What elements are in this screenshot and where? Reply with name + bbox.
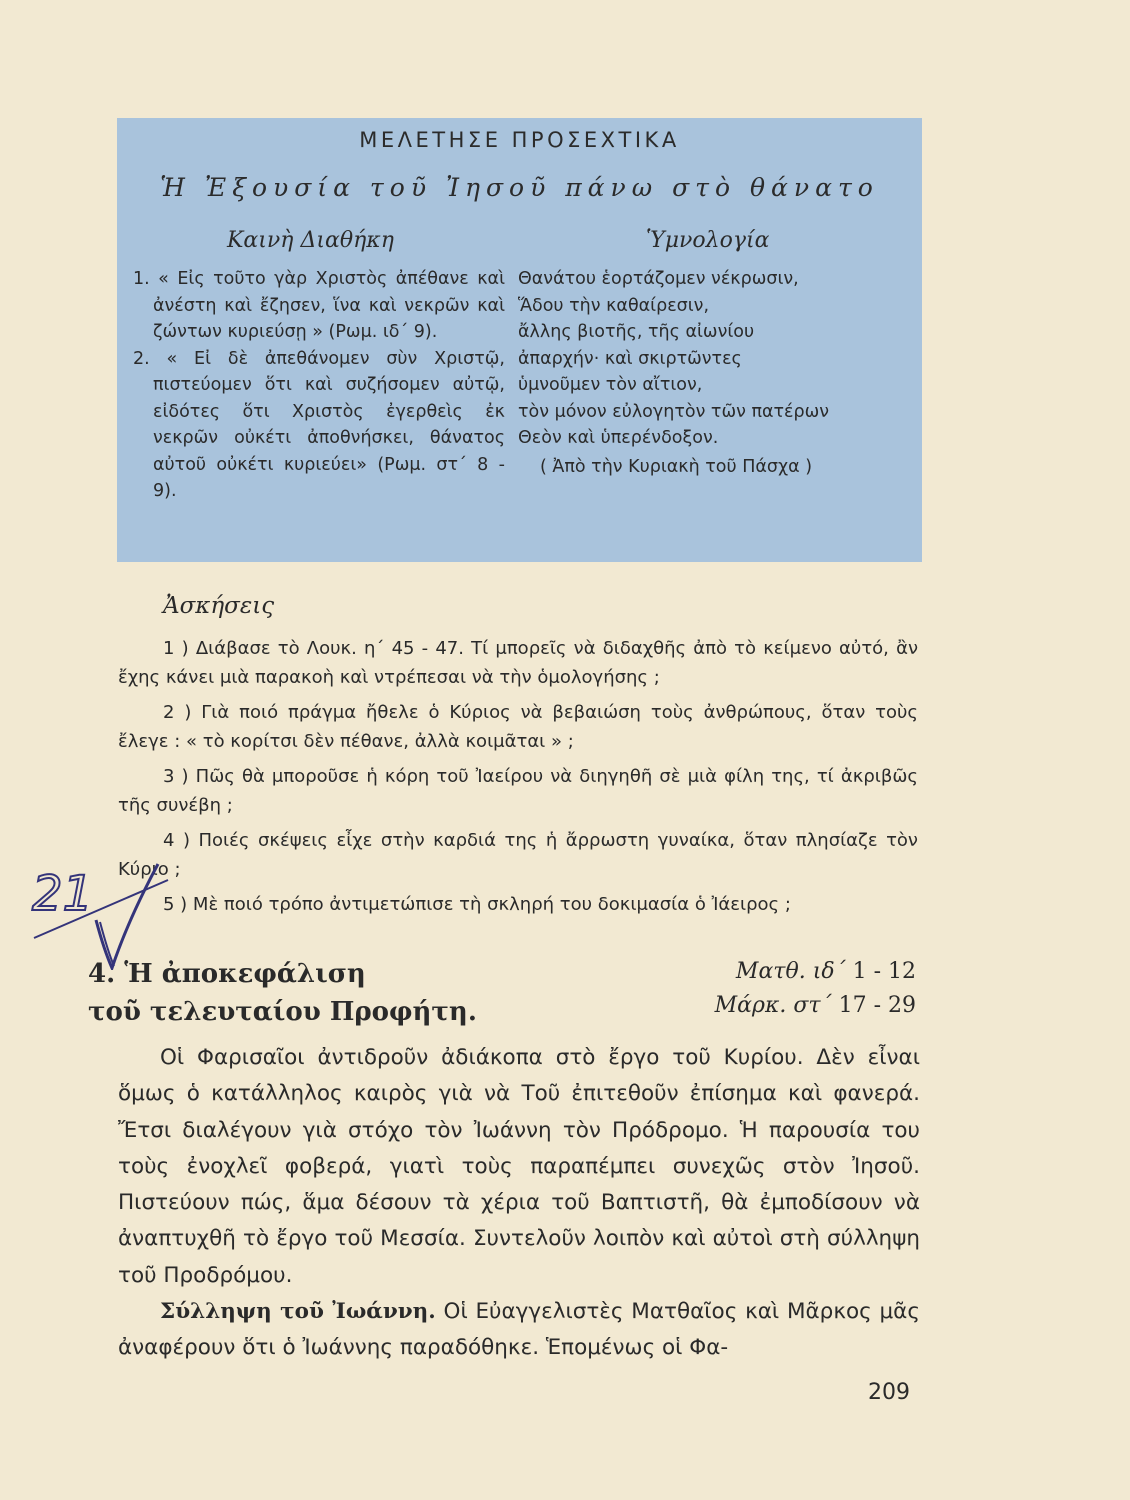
scripture-quote: 2. « Εἰ δὲ ἀπεθάνομεν σὺν Χριστῷ, πιστεύομεν ὅτι καὶ συζήσομεν αὐτῷ, εἰδότες ὅτι Χριστὸς ἐγερθεὶς ἐκ νεκρῶν οὐκέτι ἀποθνήσκει, θάνατος αὐτοῦ οὐκέτι κυριεύει» (Ρωμ. στ΄ 8 - 9).: [133, 348, 505, 501]
hymnology-heading: Ὑμνολογία: [646, 228, 770, 253]
page-number: 209: [868, 1380, 910, 1405]
hymn-column: [518, 266, 928, 480]
exercises-title: Ἀσκήσεις: [163, 593, 275, 619]
paragraph: Οἱ Φαρισαῖοι ἀντιδροῦν ἀδιάκοπα στὸ ἔργο τοῦ Κυρίου. Δὲν εἶναι ὅμως ὁ κατάλληλος καιρὸς γιὰ νὰ Τοῦ ἐπιτεθοῦν ἐπίσημα καὶ φανερά. Ἔτσι διαλέγουν γιὰ στόχο τὸν Ἰωάννη τὸν Πρόδρομο. Ἡ παρουσία του τοὺς ἐνοχλεῖ φοβερά, γιατὶ τοὺς παραπέμπει συνεχῶς στὸν Ἰησοῦ. Πιστεύουν πώς, ἅμα δέσουν τὰ χέρια τοῦ Βαπτιστῆ, θὰ ἐμποδίσουν νὰ ἀναπτυχθῆ τὸ ἔργο τοῦ Μεσσία. Συντελοῦν λοιπὸν καὶ αὐτοὶ στὴ σύλληψη τοῦ Προδρόμου.: [118, 1045, 920, 1288]
hymn-line: Θεὸν καὶ ὑπερένδοξον.: [518, 428, 719, 448]
reference-book: Μάρκ. στ΄: [714, 993, 832, 1018]
scripture-references: [715, 955, 916, 1023]
box-heading: ΜΕΛΕΤΗΣΕ ΠΡΟΣΕΧΤΙΚΑ: [359, 128, 680, 152]
body-text: [118, 1040, 920, 1367]
section-title-line: 4. Ἡ ἀποκεφάλιση: [88, 959, 366, 989]
reference-matthew: [715, 955, 916, 989]
hymn-line: ὑμνοῦμεν τὸν αἴτιον,: [518, 375, 703, 395]
hymn-line: ἄλλης βιοτῆς, τῆς αἰωνίου: [518, 322, 755, 342]
exercise-item: 4 ) Ποιές σκέψεις εἶχε στὴν καρδιά της ἡ ἄρρωστη γυναίκα, ὅταν πλησίαζε τὸν Κύριο ;: [118, 830, 918, 880]
exercise-item: 2 ) Γιὰ ποιό πράγμα ἤθελε ὁ Κύριος νὰ βεβαιώση τοὺς ἀνθρώπους, ὅταν τοὺς ἔλεγε : « τὸ κορίτσι δὲν πέθανε, ἀλλὰ κοιμᾶται » ;: [118, 702, 918, 752]
reference-verses: 17 - 29: [838, 993, 916, 1018]
study-box: [117, 118, 922, 562]
hymn-source: ( Ἀπὸ τὴν Κυριακὴ τοῦ Πάσχα ): [540, 456, 813, 477]
exercises-list: [118, 634, 918, 925]
exercise-item: 5 ) Μὲ ποιό τρόπο ἀντιμετώπισε τὴ σκληρή του δοκιμασία ὁ Ἰάειρος ;: [163, 894, 791, 915]
section-title-line: τοῦ τελευταίου Προφήτη.: [88, 997, 477, 1027]
hymn-line: ἀπαρχήν· καὶ σκιρτῶντες: [518, 348, 742, 369]
paragraph-heading: Σύλληψη τοῦ Ἰωάννη.: [160, 1299, 436, 1325]
box-subtitle: Ἡ Ἐξουσία τοῦ Ἰησοῦ πάνω στὸ θάνατο: [160, 173, 879, 202]
hymn-line: Θανάτου ἑορτάζομεν νέκρωσιν,: [518, 269, 799, 289]
reference-verses: 1 - 12: [852, 959, 916, 984]
paragraph: [118, 1294, 920, 1367]
paragraph-text: Οἱ Εὐαγγελιστὲς Ματθαῖος καὶ Μᾶρκος μᾶς ἀναφέρουν ὅτι ὁ Ἰωάννης παραδόθηκε. Ἑπομένως οἱ Φα-: [118, 1299, 920, 1361]
reference-book: Ματθ. ιδ΄: [735, 959, 846, 984]
handwritten-check-icon: [28, 850, 178, 970]
hymn-line: Ἅδου τὴν καθαίρεσιν,: [518, 295, 710, 316]
scripture-column: [133, 266, 505, 505]
exercise-item: 1 ) Διάβασε τὸ Λουκ. η΄ 45 - 47. Τί μπορεῖς νὰ διδαχθῆς ἀπὸ τὸ κείμενο αὐτό, ἂν ἔχης κάνει μιὰ παρακοὴ καὶ ντρέπεσαι νὰ τὴν ὁμολογήσης ;: [118, 638, 918, 688]
scripture-quote: 1. « Εἰς τοῦτο γὰρ Χριστὸς ἀπέθανε καὶ ἀνέστη καὶ ἔζησεν, ἵνα καὶ νεκρῶν καὶ ζώντων κυριεύσῃ » (Ρωμ. ιδ΄ 9).: [133, 269, 505, 342]
hymn-line: τὸν μόνον εὐλογητὸν τῶν πατέρων: [518, 401, 830, 422]
handwritten-grade: 21: [32, 866, 94, 922]
section-title: [88, 955, 477, 1031]
exercise-item: 3 ) Πῶς θὰ μποροῦσε ἡ κόρη τοῦ Ἰαείρου νὰ διηγηθῆ σὲ μιὰ φίλη της, τί ἀκριβῶς τῆς συνέβη ;: [118, 766, 918, 816]
reference-mark: [715, 989, 916, 1023]
new-testament-heading: Καινὴ Διαθήκη: [227, 228, 394, 253]
